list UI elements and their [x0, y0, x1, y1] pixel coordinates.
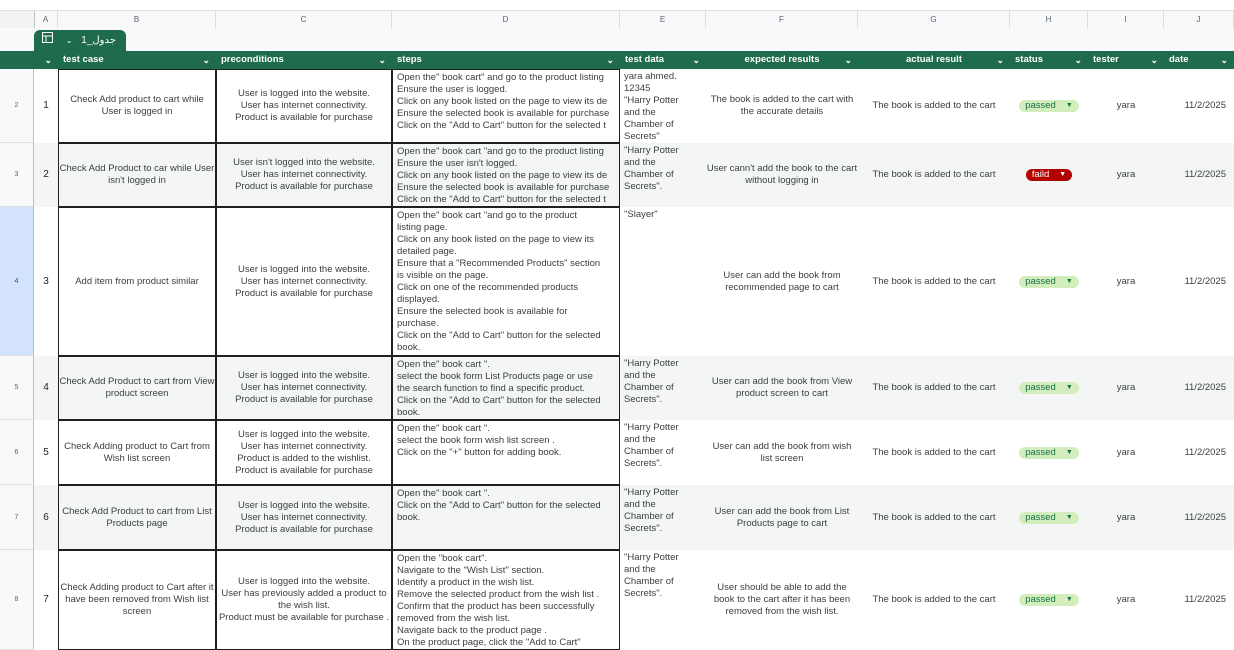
test-case-cell[interactable] [58, 143, 216, 207]
expected-results-header-label: expected results [744, 54, 820, 65]
test-case-header[interactable] [58, 51, 216, 69]
select-all-corner[interactable] [0, 11, 35, 28]
expected-results-cell[interactable] [706, 143, 858, 207]
row-id-text: 5 [43, 446, 49, 458]
table-row [34, 207, 1234, 356]
tester-cell-text: yara [1116, 100, 1136, 111]
actual-result-cell-text: The book is added to the cart [872, 446, 996, 458]
actual-result-cell-text: The book is added to the cart [872, 382, 996, 393]
test-data-cell[interactable] [620, 356, 706, 420]
row-id[interactable] [34, 207, 58, 356]
row-id-text: 3 [43, 275, 49, 287]
date-cell[interactable] [1164, 143, 1234, 207]
table-icon [42, 30, 53, 51]
status-label: passed [1025, 446, 1056, 458]
column-letter-a[interactable]: A [34, 11, 58, 28]
status-cell[interactable] [1010, 69, 1088, 143]
date-cell-text: 11/2/2025 [1184, 511, 1226, 523]
steps-cell[interactable] [392, 550, 620, 650]
expected-results-cell[interactable] [706, 550, 858, 650]
dropdown-arrow-icon[interactable]: ▼ [1065, 596, 1073, 603]
preconditions-cell-text: User is logged into the website. User has internet connectivity. Product is added to the wishlist. Product is available for purchase [235, 428, 373, 476]
test-case-cell[interactable] [58, 550, 216, 650]
column-letter-f[interactable]: F [706, 11, 858, 28]
row-id[interactable] [34, 550, 58, 650]
preconditions-cell-text: User is logged into the website. User has internet connectivity. Product is available for purchase [235, 499, 373, 535]
date-cell-text: 11/2/2025 [1184, 100, 1226, 111]
chevron-down-icon[interactable]: ⌄ [1074, 55, 1082, 65]
date-cell[interactable] [1164, 420, 1234, 485]
actual-result-cell[interactable] [858, 143, 1010, 207]
row-id[interactable] [34, 69, 58, 143]
status-label: passed [1025, 511, 1056, 523]
status-badge[interactable] [1019, 594, 1079, 606]
chevron-down-icon[interactable]: ⌄ [1150, 55, 1158, 65]
tester-cell-text: yara [1116, 511, 1136, 523]
tester-header[interactable] [1088, 51, 1164, 69]
dropdown-arrow-icon[interactable]: ▼ [1059, 171, 1067, 178]
tester-cell-text: yara [1116, 446, 1136, 458]
row-id-text: 4 [43, 382, 49, 393]
actual-result-cell[interactable] [858, 207, 1010, 356]
row-id[interactable] [34, 356, 58, 420]
column-letter-j[interactable]: J [1164, 11, 1234, 28]
tester-cell-text: yara [1116, 382, 1136, 393]
table-name-label: جدول_1 [81, 35, 116, 46]
dropdown-arrow-icon[interactable]: ▼ [1065, 448, 1073, 456]
preconditions-header[interactable] [216, 51, 392, 69]
tester-cell[interactable] [1088, 356, 1164, 420]
actual-result-cell[interactable] [858, 356, 1010, 420]
test-data-cell[interactable] [620, 485, 706, 550]
steps-header[interactable] [392, 51, 620, 69]
tester-cell[interactable] [1088, 420, 1164, 485]
test-data-cell[interactable] [620, 550, 706, 650]
status-label: passed [1025, 100, 1056, 111]
steps-cell[interactable] [392, 143, 620, 207]
preconditions-cell[interactable] [216, 356, 392, 420]
steps-cell[interactable] [392, 207, 620, 356]
steps-cell-text: Open the" book cart ". select the book form wish list screen . Click on the "+" button for adding book. [397, 423, 562, 458]
actual-result-cell[interactable] [858, 69, 1010, 143]
table-row [34, 550, 1234, 650]
preconditions-cell[interactable] [216, 420, 392, 485]
preconditions-cell[interactable] [216, 207, 392, 356]
steps-cell-text: Open the "book cart". Navigate to the "Wish List" section. Identify a product in the wish list. Remove the selected product from the wish list . Confirm that the product has been successfully removed from the wish list. Navigate back to the product page . On the product page, click the "Add to Cart" [397, 553, 600, 648]
column-letter-d[interactable]: D [392, 11, 620, 28]
expected-results-cell-text: User should be able to add the book to the cart after it has been removed from the wish list. [713, 582, 851, 617]
preconditions-cell[interactable] [216, 485, 392, 550]
chevron-down-icon[interactable]: ⌄ [692, 55, 700, 65]
row-number[interactable]: 7 [0, 485, 34, 550]
chevron-down-icon[interactable]: ⌄ [1220, 55, 1228, 65]
steps-header-label: steps [397, 54, 422, 65]
row-id-text: 1 [43, 100, 49, 111]
tester-cell[interactable] [1088, 485, 1164, 550]
steps-cell[interactable] [392, 420, 620, 485]
steps-cell-text: Open the" book cart" and go to the product listing Ensure the user is logged. Click on any book listed on the page to view its de Ensure the selected book is available for purchase Click on the "Add to Cart" button for the selected t [397, 72, 610, 131]
date-cell-text: 11/2/2025 [1184, 275, 1226, 287]
table-row [34, 356, 1234, 420]
test-case-cell-text: Check Add product to cart while User is logged in [70, 94, 204, 117]
row-id[interactable] [34, 420, 58, 485]
steps-cell-text: Open the" book cart ". Click on the "Add to Cart" button for the selected book. [397, 488, 601, 523]
dropdown-arrow-icon[interactable]: ▼ [1065, 277, 1073, 285]
row-id[interactable] [34, 143, 58, 207]
test-data-cell[interactable] [620, 420, 706, 485]
test-case-cell-text: Check Add Product to cart from View product screen [59, 376, 215, 399]
actual-result-cell-text: The book is added to the cart [872, 169, 996, 180]
actual-result-cell-text: The book is added to the cart [872, 511, 996, 523]
test-data-cell-text: "Harry Potter and the Chamber of Secrets". [624, 358, 679, 405]
status-label: passed [1025, 275, 1056, 287]
actual-result-cell[interactable] [858, 420, 1010, 485]
tester-cell-text: yara [1116, 169, 1136, 180]
status-label: faild [1031, 169, 1050, 180]
dropdown-arrow-icon[interactable]: ▼ [1065, 513, 1073, 521]
steps-cell-text: Open the" book cart "and go to the product listing Ensure the user isn't logged. Click on any book listed on the page to view its de Ensure the selected book is available for purchase Click on the "Add to Cart" button for the selected t [397, 146, 610, 205]
column-header-bar [0, 10, 1234, 29]
chevron-down-icon[interactable]: ⌄ [202, 55, 210, 65]
expected-results-cell-text: The book is added to the cart with the accurate details [710, 94, 854, 117]
column-letter-i[interactable]: I [1088, 11, 1164, 28]
status-badge[interactable] [1026, 169, 1072, 181]
date-cell[interactable] [1164, 485, 1234, 550]
date-cell-text: 11/2/2025 [1184, 594, 1226, 605]
row-number[interactable]: 8 [0, 550, 34, 650]
expected-results-cell[interactable] [706, 69, 858, 143]
column-letter-g[interactable]: G [858, 11, 1010, 28]
row-number[interactable]: 4 [0, 207, 34, 356]
actual-result-cell[interactable] [858, 550, 1010, 650]
test-data-cell-text: "Harry Potter and the Chamber of Secrets". [624, 552, 679, 599]
chevron-down-icon[interactable]: ⌄ [996, 55, 1004, 65]
steps-cell-text: Open the" book cart ". select the book form List Products page or use the search function to find a specific product. Click on the "Add to Cart" button for the selected book. [397, 359, 601, 418]
status-cell[interactable] [1010, 356, 1088, 420]
column-letter-e[interactable]: E [620, 11, 706, 28]
table-toolbar [0, 28, 1234, 52]
expected-results-cell-text: User can add the book from List Products page to cart [714, 505, 850, 529]
status-badge[interactable] [1019, 447, 1079, 459]
expected-results-header[interactable] [706, 51, 858, 69]
dropdown-arrow-icon[interactable]: ▼ [1065, 384, 1073, 391]
date-header-label: date [1169, 54, 1189, 65]
preconditions-cell[interactable] [216, 69, 392, 143]
table-header-row [0, 51, 1234, 69]
expected-results-cell-text: User cann't add the book to the cart without logging in [706, 163, 858, 186]
test-case-cell[interactable] [58, 356, 216, 420]
preconditions-cell-text: User isn't logged into the website. User has internet connectivity. Product is available for purchase [233, 157, 375, 192]
preconditions-cell-text: User is logged into the website. User has previously added a product to the wish list. Product must be available for purchase . [218, 576, 390, 623]
date-header[interactable] [1164, 51, 1234, 69]
table-row [34, 143, 1234, 207]
test-data-cell[interactable] [620, 207, 706, 356]
actual-result-header[interactable] [858, 51, 1010, 69]
test-case-cell[interactable] [58, 69, 216, 143]
table-name-tab[interactable] [34, 30, 126, 51]
actual-result-cell[interactable] [858, 485, 1010, 550]
dropdown-arrow-icon[interactable]: ▼ [1065, 102, 1073, 109]
status-label: passed [1025, 594, 1056, 605]
tester-cell-text: yara [1116, 275, 1136, 287]
test-data-cell-text: "Slayer" [624, 209, 658, 220]
table-row [34, 485, 1234, 550]
tester-header-label: tester [1093, 54, 1119, 65]
tester-cell-text: yara [1116, 594, 1136, 605]
chevron-down-icon[interactable]: ⌄ [606, 55, 614, 65]
steps-cell[interactable] [392, 356, 620, 420]
date-cell-text: 11/2/2025 [1184, 169, 1226, 180]
column-letter-c[interactable]: C [216, 11, 392, 28]
steps-cell-text: Open the" book cart "and go to the product listing page. Click on any book listed on the page to view its detailed page. Ensure that a "Recommended Products" section is visible on the page. Click on one of the recommended products displayed. Ensure the selected book is available for purchase. Click on the "Add to Cart" button for the selected book. [397, 210, 601, 353]
row-number[interactable]: 6 [0, 420, 34, 485]
status-cell[interactable] [1010, 207, 1088, 356]
status-cell[interactable] [1010, 485, 1088, 550]
status-badge[interactable] [1019, 100, 1079, 112]
test-case-cell-text: Add item from product similar [75, 275, 199, 287]
chevron-down-icon[interactable]: ⌄ [844, 55, 852, 65]
preconditions-cell[interactable] [216, 550, 392, 650]
test-case-cell[interactable] [58, 420, 216, 485]
test-data-cell-text: "Harry Potter and the Chamber of Secrets". [624, 422, 679, 469]
tester-cell[interactable] [1088, 550, 1164, 650]
test-case-cell-text: Check Adding product to Cart from Wish list screen [64, 440, 210, 464]
date-cell[interactable] [1164, 550, 1234, 650]
test-case-cell-text: Check Adding product to Cart after it have been removed from Wish list screen [60, 582, 214, 617]
expected-results-cell-text: User can add the book from wish list screen [712, 440, 852, 464]
status-cell[interactable] [1010, 143, 1088, 207]
row-id-header[interactable] [34, 51, 58, 69]
test-data-cell-text: "Harry Potter and the Chamber of Secrets". [624, 487, 679, 534]
test-data-cell-text: "Harry Potter and the Chamber of Secrets". [624, 145, 679, 192]
date-cell[interactable] [1164, 69, 1234, 143]
chevron-down-icon[interactable]: ⌄ [65, 36, 73, 45]
preconditions-cell-text: User is logged into the website. User has internet connectivity. Product is available for purchase [235, 263, 373, 299]
chevron-down-icon[interactable]: ⌄ [44, 55, 52, 65]
tester-cell[interactable] [1088, 143, 1164, 207]
preconditions-cell-text: User is logged into the website. User has internet connectivity. Product is available for purchase [235, 88, 373, 123]
column-letter-b[interactable]: B [58, 11, 216, 28]
test-case-cell[interactable] [58, 207, 216, 356]
chevron-down-icon[interactable]: ⌄ [378, 55, 386, 65]
date-cell[interactable] [1164, 207, 1234, 356]
actual-result-cell-text: The book is added to the cart [872, 275, 996, 287]
preconditions-cell-text: User is logged into the website. User has internet connectivity. Product is available for purchase [235, 370, 373, 405]
date-cell-text: 11/2/2025 [1184, 382, 1226, 393]
status-cell[interactable] [1010, 420, 1088, 485]
row-id-text: 6 [43, 511, 49, 523]
expected-results-cell[interactable] [706, 485, 858, 550]
status-badge[interactable] [1019, 382, 1079, 394]
status-label: passed [1025, 382, 1056, 393]
test-case-cell-text: Check Add Product to cart from List Products page [62, 505, 212, 529]
test-case-cell-text: Check Add Product to car while User isn't logged in [59, 163, 215, 186]
tester-cell[interactable] [1088, 69, 1164, 143]
test-data-cell[interactable] [620, 69, 706, 143]
status-badge[interactable] [1019, 276, 1079, 288]
preconditions-cell[interactable] [216, 143, 392, 207]
row-id[interactable] [34, 485, 58, 550]
preconditions-header-label: preconditions [221, 54, 284, 65]
status-cell[interactable] [1010, 550, 1088, 650]
expected-results-cell[interactable] [706, 420, 858, 485]
actual-result-cell-text: The book is added to the cart [872, 594, 996, 605]
status-badge[interactable] [1019, 512, 1079, 524]
column-letter-h[interactable]: H [1010, 11, 1088, 28]
test-data-cell[interactable] [620, 143, 706, 207]
tester-cell[interactable] [1088, 207, 1164, 356]
expected-results-cell[interactable] [706, 207, 858, 356]
actual-result-header-label: actual result [906, 54, 962, 65]
test-data-cell-text: yara ahmed. 12345 "Harry Potter and the Chamber of Secrets" [624, 71, 679, 142]
test-data-header-label: test data [625, 54, 665, 65]
row-number[interactable]: 2 [0, 69, 34, 143]
row-number[interactable]: 5 [0, 356, 34, 420]
expected-results-cell[interactable] [706, 356, 858, 420]
status-header[interactable] [1010, 51, 1088, 69]
row-number[interactable]: 3 [0, 143, 34, 207]
date-cell[interactable] [1164, 356, 1234, 420]
date-cell-text: 11/2/2025 [1184, 446, 1226, 458]
test-data-header[interactable] [620, 51, 706, 69]
row-id-text: 2 [43, 169, 49, 180]
table-row [34, 69, 1234, 143]
test-case-header-label: test case [63, 54, 104, 65]
test-case-cell[interactable] [58, 485, 216, 550]
status-header-label: status [1015, 54, 1043, 65]
expected-results-cell-text: User can add the book from recommended page to cart [723, 269, 841, 293]
steps-cell[interactable] [392, 69, 620, 143]
actual-result-cell-text: The book is added to the cart [872, 100, 996, 111]
expected-results-cell-text: User can add the book from View product screen to cart [711, 376, 853, 399]
row-id-text: 7 [43, 594, 49, 605]
table-row [34, 420, 1234, 485]
steps-cell[interactable] [392, 485, 620, 550]
